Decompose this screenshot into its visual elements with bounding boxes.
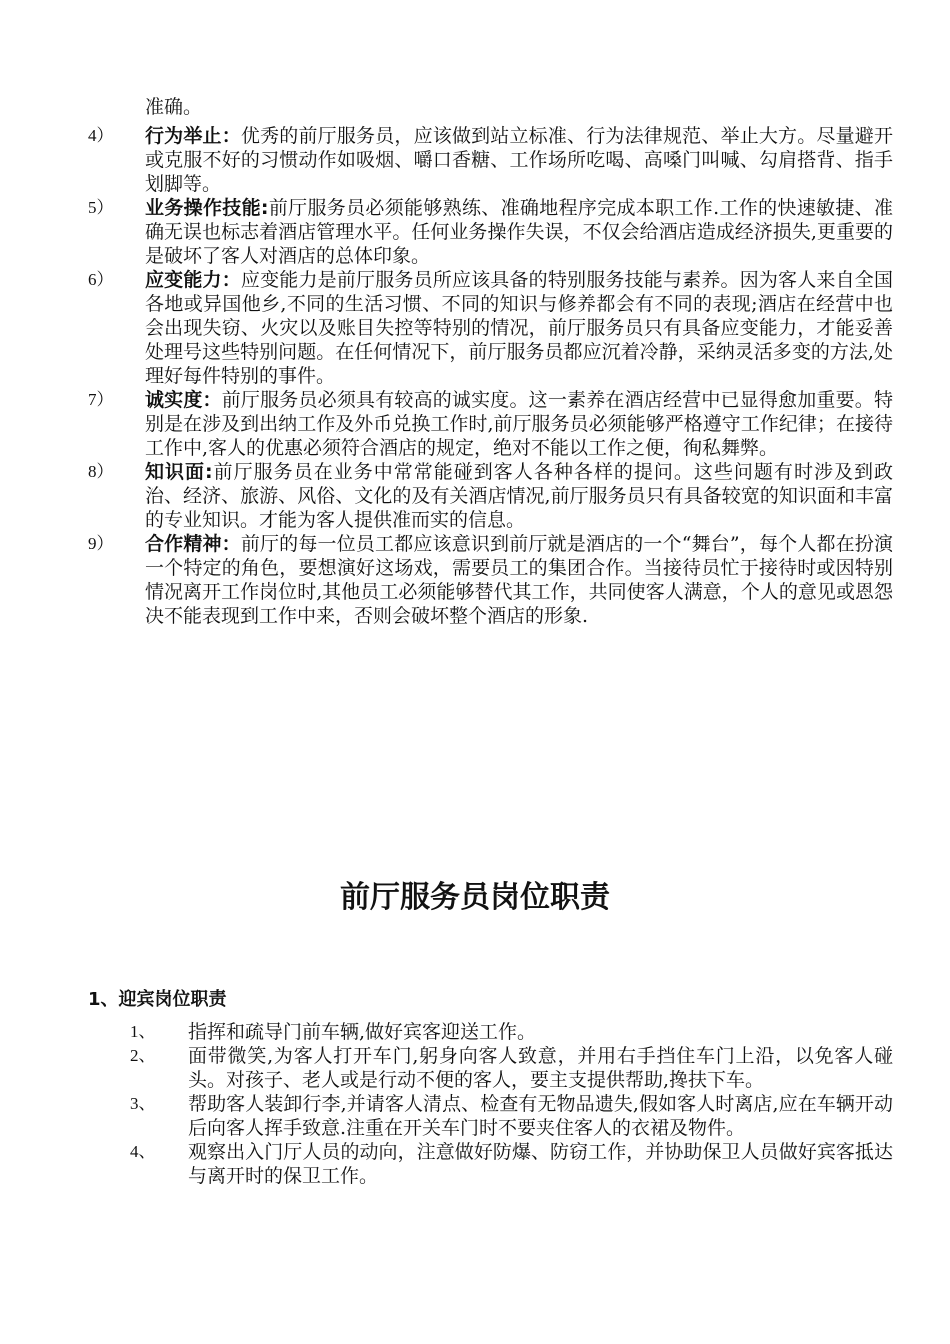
item-text: 前厅服务员必须具有较高的诚实度。这一素养在酒店经营中已显得愈加重要。特别是在涉及到出纳工作及外币兑换工作时,前厅服务员必须能够严格遵守工作纪律；在接待工作中,客人的优惠必须符合酒店的规定，绝对不能以工作之便，徇私舞弊。 (145, 389, 893, 459)
item-text: 前厅的每一位员工都应该意识到前厅就是酒店的一个“舞台”，每个人都在扮演一个特定的角色，要想演好这场戏，需要员工的集团合作。当接待员忙于接待时或因特别情况离开工作岗位时,其他员工必须能够替代其工作，共同使客人满意，个人的意见或恩怨决不能表现到工作中来，否则会破坏整个酒店的形象. (145, 533, 893, 627)
list-item (0, 1020, 950, 1044)
item-text: 优秀的前厅服务员，应该做到站立标准、行为法律规范、举止大方。尽量避开或克服不好的习惯动作如吸烟、嚼口香糖、工作场所吃喝、高嗓门叫喊、勾肩搭背、指手划脚等。 (145, 125, 893, 195)
list-item (0, 268, 950, 388)
item-text: 指挥和疏导门前车辆,做好宾客迎送工作。 (188, 1021, 537, 1043)
list-item (0, 460, 950, 532)
item-label: 应变能力： (145, 269, 241, 291)
item-number: 1、 (130, 1022, 156, 1041)
list-item (0, 124, 950, 196)
page-title: 前厅服务员岗位职责 (340, 880, 610, 915)
item-number: 6） (88, 270, 114, 289)
duties-list (0, 1020, 950, 1188)
item-number: 4、 (130, 1142, 156, 1161)
item-label: 知识面: (145, 461, 213, 483)
item-text: 帮助客人装卸行李,并请客人清点、检查有无物品遗失,假如客人时离店,应在车辆开动后向客人挥手致意.注重在开关车门时不要夹住客人的衣裙及物件。 (188, 1093, 893, 1139)
item-text: 观察出入门厅人员的动向，注意做好防爆、防窃工作，并协助保卫人员做好宾客抵达与离开时的保卫工作。 (188, 1141, 893, 1187)
section-heading: 1、迎宾岗位职责 (88, 989, 227, 1010)
item-text: 前厅服务员在业务中常常能碰到客人各种各样的提问。这些问题有时涉及到政治、经济、旅游、风俗、文化的及有关酒店情况,前厅服务员只有具备较宽的知识面和丰富的专业知识。才能为客人提供准而实的信息。 (145, 461, 893, 531)
list-item (0, 1140, 950, 1188)
item-text: 应变能力是前厅服务员所应该具备的特别服务技能与素养。因为客人来自全国各地或异国他乡,不同的生活习惯、不同的知识与修养都会有不同的表现;酒店在经营中也会出现失窃、火灾以及账目失控等特别的情况，前厅服务员只有具备应变能力，才能妥善处理号这些特别问题。在任何情况下，前厅服务员都应沉着冷静，采纳灵活多变的方法,处理好每件特别的事件。 (145, 269, 893, 387)
item-number: 2、 (130, 1046, 156, 1065)
item-number: 5） (88, 198, 114, 217)
item-number: 9） (88, 534, 114, 553)
item-label: 诚实度： (145, 389, 222, 411)
item-number: 8） (88, 462, 114, 481)
item-label: 合作精神： (145, 533, 241, 555)
item-text: 面带微笑,为客人打开车门,躬身向客人致意，并用右手挡住车门上沿，以免客人碰头。对孩子、老人或是行动不便的客人，要主支提供帮助,搀扶下车。 (188, 1045, 893, 1091)
list-item (0, 388, 950, 460)
list-item (0, 532, 950, 628)
list-item (0, 196, 950, 268)
list-item (0, 1092, 950, 1140)
qualities-list (0, 124, 950, 628)
item-label: 行为举止： (145, 125, 241, 147)
item-number: 3、 (130, 1094, 156, 1113)
item-number: 7） (88, 390, 114, 409)
item-number: 4） (88, 126, 114, 145)
continuation-text: 准确。 (145, 96, 203, 118)
item-text: 前厅服务员必须能够熟练、准确地程序完成本职工作.工作的快速敏捷、准确无误也标志着酒店管理水平。任何业务操作失误，不仅会给酒店造成经济损失,更重要的是破坏了客人对酒店的总体印象。 (145, 197, 893, 267)
list-item (0, 1044, 950, 1092)
item-label: 业务操作技能: (145, 197, 269, 219)
